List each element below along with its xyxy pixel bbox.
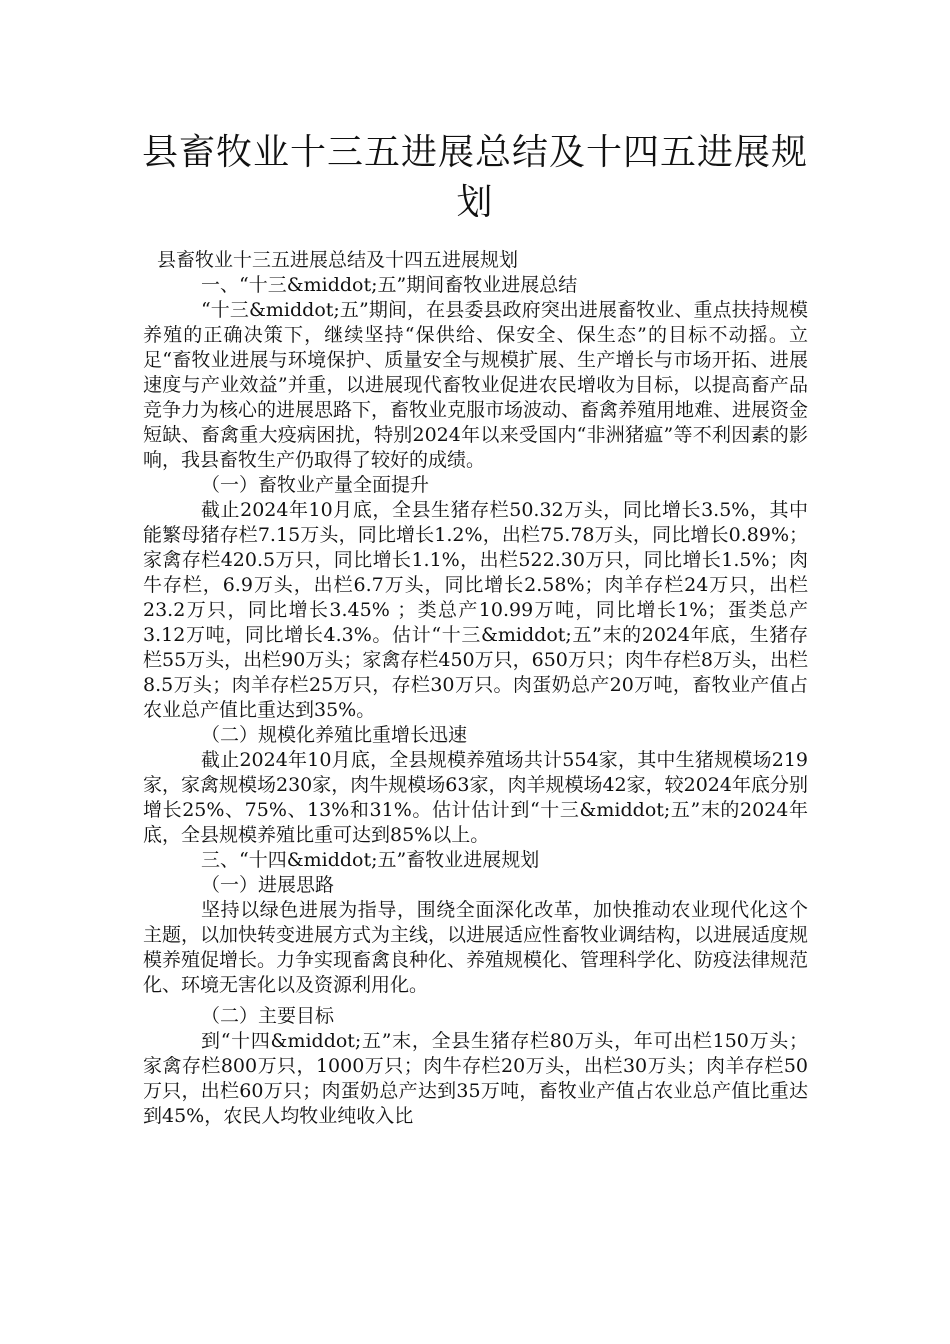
subsection-3-paragraph: 坚持以绿色进展为指导，围绕全面深化改革，加快推动农业现代化这个主题，以加快转变进展方式为主线，以进展适应性畜牧业调结构，以进展适度规模养殖促增长。力争实现畜禽良种化、养殖规模化、管理科学化、防疫法律规范化、环境无害化以及资源利用化。 xyxy=(143,899,809,996)
subsection-heading-3: （一）进展思路 xyxy=(201,874,335,896)
subsection-4-paragraph: 到“十四&middot;五”末，全县生猪存栏80万头，年可出栏150万头；家禽存栏800万只，1000万只；肉牛存栏20万头，出栏30万头；肉羊存栏50万只，出栏60万只；肉蛋奶总产达到35万吨，畜牧业产值占农业总产值比重达到45%，农民人均牧业纯收入比 xyxy=(143,1030,808,1127)
document-title: 县畜牧业十三五进展总结及十四五进展规划 xyxy=(141,132,808,223)
section-1-intro-paragraph: “十三&middot;五”期间，在县委县政府突出进展畜牧业、重点扶持规模养殖的正确决策下，继续坚持“保供给、保安全、保生态”的目标不动摇。立足“畜牧业进展与环境保护、质量安全与规模扩展、生产增长与市场开拓、进展速度与产业效益”并重，以进展现代畜牧业促进农民增收为目标，以提高畜产品竞争力为核心的进展思路下，畜牧业克服市场波动、畜禽养殖用地难、进展资金短缺、畜禽重大疫病困扰，特别2024年以来受国内“非洲猪瘟”等不利因素的影响，我县畜牧生产仍取得了较好的成绩。 xyxy=(143,299,809,471)
document-body xyxy=(143,248,808,1129)
document-subtitle: 县畜牧业十三五进展总结及十四五进展规划 xyxy=(157,249,519,271)
section-heading-3: 三、“十四&middot;五”畜牧业进展规划 xyxy=(201,849,540,871)
subsection-heading-1: （一）畜牧业产量全面提升 xyxy=(201,474,430,496)
subsection-2-paragraph: 截止2024年10月底，全县规模养殖场共计554家，其中生猪规模场219家，家禽规模场230家，肉牛规模场63家，肉羊规模场42家，较2024年底分别增长25%、75%、13%和31%。估计估计到“十三&middot;五”末的2024年底，全县规模养殖比重可达到85%以上。 xyxy=(143,749,808,846)
section-heading-1: 一、“十三&middot;五”期间畜牧业进展总结 xyxy=(201,274,578,296)
subsection-heading-4: （二）主要目标 xyxy=(201,1005,335,1027)
subsection-1-paragraph: 截止2024年10月底，全县生猪存栏50.32万头，同比增长3.5%，其中能繁母猪存栏7.15万头，同比增长1.2%，出栏75.78万头，同比增长0.89%；家禽存栏420.5万只，同比增长1.1%，出栏522.30万只，同比增长1.5%；肉牛存栏，6.9万头，出栏6.7万头，同比增长2.58%；肉羊存栏24万只，出栏23.2万只，同比增长3.45% ；类总产10.99万吨，同比增长1%；蛋类总产3.12万吨，同比增长4.3%。估计“十三&middot;五”末的2024年底，生猪存栏55万头，出栏90万头；家禽存栏450万只，650万只；肉牛存栏8万头，出栏8.5万头；肉羊存栏25万只，存栏30万只。肉蛋奶总产20万吨，畜牧业产值占农业总产值比重达到35%。 xyxy=(143,499,808,721)
subsection-heading-2: （二）规模化养殖比重增长迅速 xyxy=(201,724,468,746)
